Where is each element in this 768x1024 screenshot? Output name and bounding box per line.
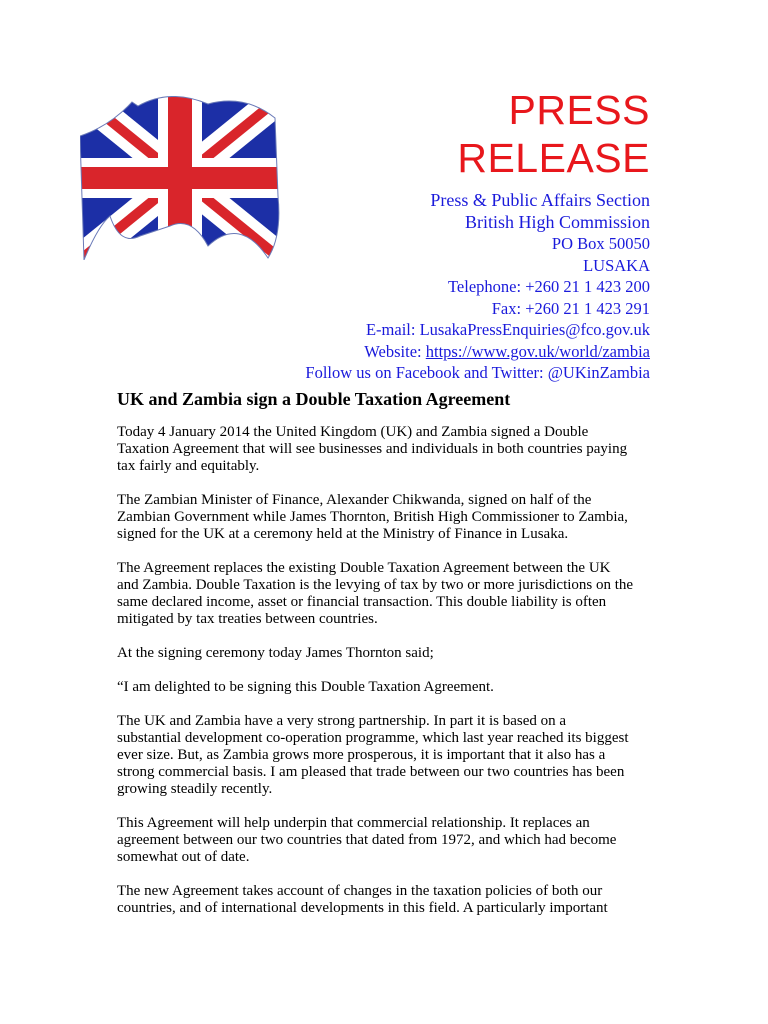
- paragraph-line: The UK and Zambia have a very strong partnership. In part it is based on a: [117, 713, 567, 729]
- po-box: PO Box 50050: [551, 234, 650, 253]
- paragraph-line: Taxation Agreement that will see businesses and individuals in both countries paying: [117, 441, 628, 457]
- city: LUSAKA: [583, 255, 650, 275]
- body-paragraph: [117, 424, 677, 475]
- social-media: Follow us on Facebook and Twitter: @UKinZambia: [305, 363, 650, 382]
- paragraph-line: same declared income, asset or financial transaction. This double liability is often: [117, 594, 607, 610]
- contact-block: [305, 189, 650, 384]
- section-name: Press & Public Affairs Section: [430, 190, 650, 210]
- body-paragraph: [117, 713, 677, 798]
- organization-name: British High Commission: [464, 212, 650, 232]
- paragraph-line: Zambian Government while James Thornton, British High Commissioner to Zambia,: [117, 509, 628, 525]
- email[interactable]: E-mail: LusakaPressEnquiries@fco.gov.uk: [365, 320, 650, 339]
- paragraph-line: mitigated by tax treaties between countries.: [117, 611, 378, 627]
- paragraph-line: growing steadily recently.: [117, 781, 273, 797]
- paragraph-line: countries, and of international developments in this field. A particularly important: [117, 900, 608, 916]
- body-paragraph: [117, 883, 677, 917]
- website-line: [305, 341, 650, 363]
- body-paragraph: [117, 560, 677, 628]
- paragraph-line: Today 4 January 2014 the United Kingdom (UK) and Zambia signed a Double: [117, 424, 589, 440]
- body-paragraph: [117, 815, 677, 866]
- paragraph-line: agreement between our two countries that dated from 1972, and which had become: [117, 832, 617, 848]
- telephone: Telephone: +260 21 1 423 200: [448, 277, 650, 296]
- paragraph-line: strong commercial basis. I am pleased that trade between our two countries has been: [117, 764, 625, 780]
- website-label: Website:: [364, 341, 426, 361]
- paragraph-line: tax fairly and equitably.: [117, 458, 260, 474]
- paragraph-line: substantial development co-operation programme, which last year reached its biggest: [117, 730, 629, 746]
- press-release-title: [457, 86, 650, 182]
- article-headline: UK and Zambia sign a Double Taxation Agreement: [117, 389, 511, 409]
- union-flag-icon: [80, 96, 282, 260]
- paragraph-line: signed for the UK at a ceremony held at the Ministry of Finance in Lusaka.: [117, 526, 569, 542]
- title-line-1: PRESS: [508, 87, 650, 133]
- title-line-2: RELEASE: [457, 135, 650, 181]
- body-paragraph: [117, 492, 677, 543]
- paragraph-line: and Zambia. Double Taxation is the levying of tax by two or more jurisdictions on the: [117, 577, 634, 593]
- article-body: [117, 424, 677, 934]
- paragraph-line: This Agreement will help underpin that commercial relationship. It replaces an: [117, 815, 590, 831]
- paragraph-line: The new Agreement takes account of changes in the taxation policies of both our: [117, 883, 603, 899]
- paragraph-line: The Zambian Minister of Finance, Alexander Chikwanda, signed on half of the: [117, 492, 592, 508]
- paragraph-line: At the signing ceremony today James Thornton said;: [117, 645, 434, 661]
- paragraph-line: ever size. But, as Zambia grows more prosperous, it is important that it also has a: [117, 747, 606, 763]
- body-paragraph: [117, 645, 677, 662]
- paragraph-line: “I am delighted to be signing this Double Taxation Agreement.: [117, 679, 494, 695]
- body-paragraph: [117, 679, 677, 696]
- fax: Fax: +260 21 1 423 291: [491, 298, 650, 318]
- paragraph-line: somewhat out of date.: [117, 849, 250, 865]
- website-link[interactable]: https://www.gov.uk/world/zambia: [425, 341, 650, 361]
- paragraph-line: The Agreement replaces the existing Double Taxation Agreement between the UK: [117, 560, 611, 576]
